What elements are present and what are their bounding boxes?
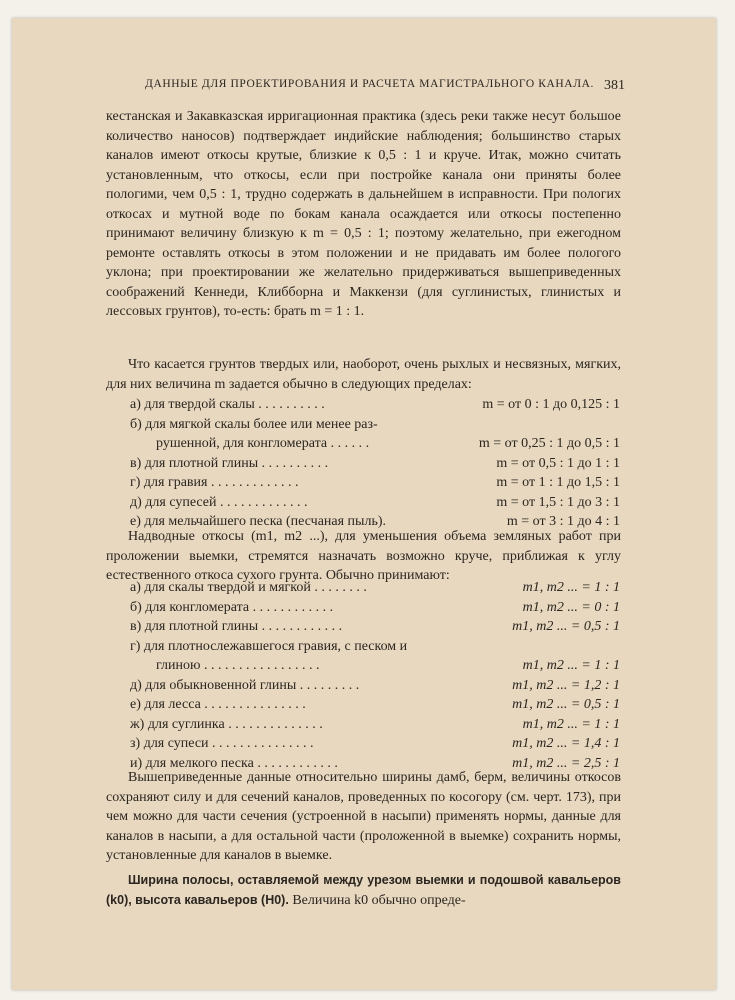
paragraph-3: Надводные откосы (m1, m2 ...), для уменьшения объема земляных работ при проложении выемки, стремятся назначать возможно круче, приближая к углу естественного откоса сухого грунта. Обычно принимают: <box>106 529 621 583</box>
list-item: а) для твердой скалы . . . . . . . . . . m = от 0 : 1 до 0,125 : 1 <box>130 397 620 412</box>
header-title: ДАННЫЕ ДЛЯ ПРОЕКТИРОВАНИЯ И РАСЧЕТА МАГИСТРАЛЬНОГО КАНАЛА. <box>145 78 594 90</box>
list-item: и) для мелкого песка . . . . . . . . . . . . m1, m2 ... = 2,5 : 1 <box>130 755 620 771</box>
paragraph-1: кестанская и Закавказская ирригационная практика (здесь реки также несут большое количество наносов) подтверждает индийские наблюдения; большинство старых каналов имеют откосы крутые, близкие к 0,5 : 1 и круче. Итак, можно считать установленным, что откосы, если при постройке канала они приняты более пологими, чем 0,5 : 1, трудно содержать в дальнейшем в исправности. При пологих откосах и мутной воде по бокам канала осаждается или откосы постепенно принимают величину близкую к m = 0,5 : 1; поэтому желательно, при ежегодном ремонте оставлять откосы в этом положении и не придавать им более пологого уклона; при проектировании же желательно придерживаться вышеприведенных соображений Кеннеди, Клибборна и Маккензи (для суглинистых, глинистых и лессовых грунтов), то-есть: брать m = 1 : 1. <box>106 109 621 319</box>
list-item: е) для мельчайшего песка (песчаная пыль). m = от 3 : 1 до 4 : 1 <box>130 514 620 529</box>
section-heading: Ширина полосы, оставляемой между урезом выемки и подошвой кавальеров (k0), высота кавальеров (H0). <box>106 873 621 907</box>
list-item: б) для конгломерата . . . . . . . . . . . . m1, m2 ... = 0 : 1 <box>130 599 620 615</box>
list-item: а) для скалы твердой и мягкой . . . . . . . . m1, m2 ... = 1 : 1 <box>130 580 620 595</box>
above-water-slope-list <box>130 578 620 773</box>
list-item: в) для плотной глины . . . . . . . . . . m = от 0,5 : 1 до 1 : 1 <box>130 455 620 471</box>
paragraph-5 <box>106 871 621 910</box>
list-item: б) для мягкой скалы более или менее раз- <box>130 416 378 432</box>
list-item: д) для супесей . . . . . . . . . . . . . m = от 1,5 : 1 до 3 : 1 <box>130 494 620 510</box>
paragraph-4: Вышеприведенные данные относительно ширины дамб, берм, величины откосов сохраняют силу и для сечений каналов, проведенных по косогору (см. черт. 173), при чем можно для части сечения (устроенной в насыпи) применять нормы, данные для каналов в насыпи, а для остальной части (проложенной в выемке) сохранить нормы, установленные для каналов в выемке. <box>106 770 621 863</box>
list-item: з) для супеси . . . . . . . . . . . . . . . m1, m2 ... = 1,4 : 1 <box>130 736 620 751</box>
running-header <box>145 78 625 94</box>
page-number: 381 <box>604 78 625 93</box>
list-item: г) для плотнослежавшегося гравия, с песком и <box>130 638 408 654</box>
list-item: е) для лесса . . . . . . . . . . . . . . . m1, m2 ... = 0,5 : 1 <box>130 697 620 712</box>
paragraph-5-text: Величина k0 обычно опреде- <box>292 892 466 908</box>
list-item: в) для плотной глины . . . . . . . . . . . . m1, m2 ... = 0,5 : 1 <box>130 619 620 634</box>
paragraph-2: Что касается грунтов твердых или, наоборот, очень рыхлых и несвязных, мягких, для них величина m задается обычно в следующих пределах: <box>106 357 621 392</box>
soil-slope-list <box>130 395 620 532</box>
list-item: г) для гравия . . . . . . . . . . . . . m = от 1 : 1 до 1,5 : 1 <box>130 475 620 490</box>
list-item: глиною . . . . . . . . . . . . . . . . . m1, m2 ... = 1 : 1 <box>156 658 620 673</box>
list-item: д) для обыкновенной глины . . . . . . . . . m1, m2 ... = 1,2 : 1 <box>130 677 620 693</box>
list-item: рушенной, для конгломерата . . . . . . m = от 0,25 : 1 до 0,5 : 1 <box>156 436 620 451</box>
list-item: ж) для суглинка . . . . . . . . . . . . . . m1, m2 ... = 1 : 1 <box>130 716 620 732</box>
